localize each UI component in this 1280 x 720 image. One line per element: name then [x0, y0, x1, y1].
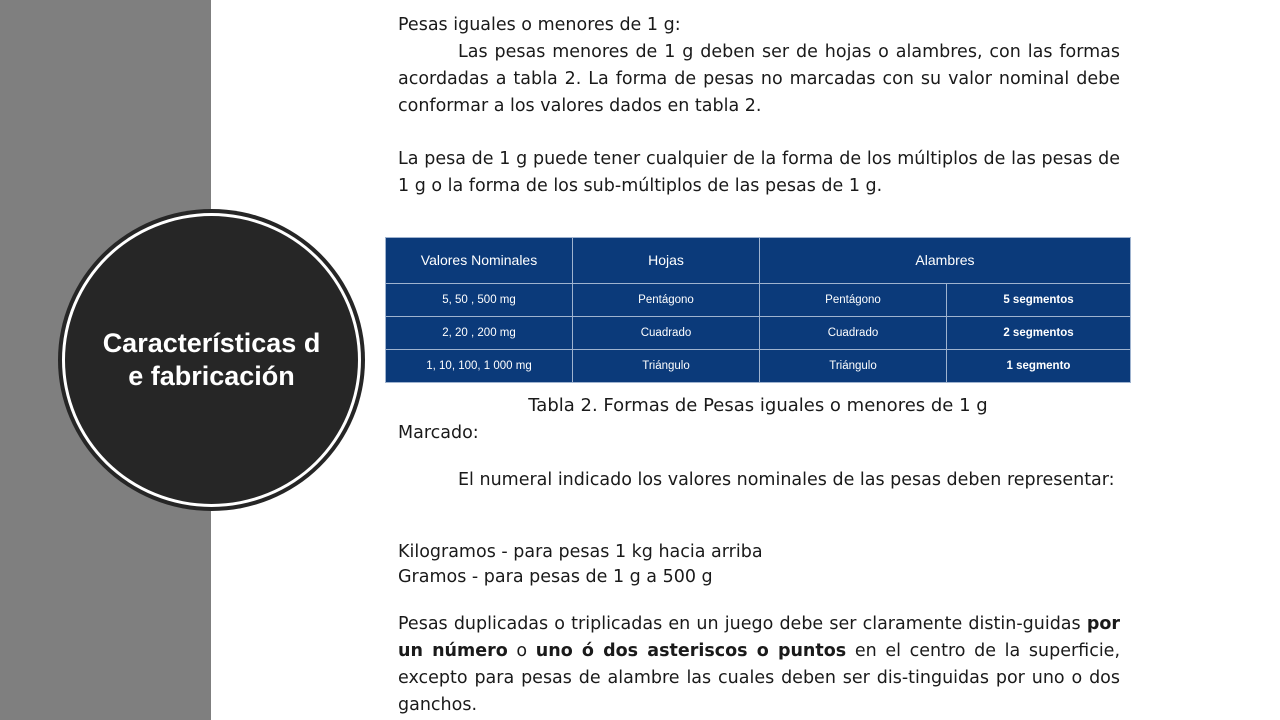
- title-circle: [58, 209, 365, 511]
- table-cell: 5, 50 , 500 mg: [386, 284, 573, 317]
- duplicates-bold-asterisks: uno ó dos asteriscos o puntos: [535, 641, 847, 661]
- table-cell: Pentágono: [760, 284, 947, 317]
- table-cell: 1 segmento: [947, 350, 1131, 383]
- table-cell: 5 segmentos: [947, 284, 1131, 317]
- duplicates-bold-number: por un número: [398, 614, 1120, 661]
- weights-table: [385, 237, 1131, 383]
- table-cell: Cuadrado: [573, 317, 760, 350]
- paragraph-duplicates: [398, 611, 1120, 719]
- weights-table-container: [385, 237, 1131, 382]
- table-caption: Tabla 2. Formas de Pesas iguales o menores de 1 g: [528, 395, 988, 416]
- table-cell: Triángulo: [760, 350, 947, 383]
- table-header-cell: Valores Nominales: [386, 238, 573, 284]
- table-cell: 1, 10, 100, 1 000 mg: [386, 350, 573, 383]
- duplicates-text: Pesas duplicadas o triplicadas en un juego debe ser claramente distin-guidas: [398, 614, 1087, 634]
- line-grams: Gramos - para pesas de 1 g a 500 g: [398, 567, 713, 587]
- slide-title: Características de fabricación: [102, 328, 321, 391]
- heading-small-weights: Pesas iguales o menores de 1 g:: [398, 15, 681, 35]
- table-cell: Cuadrado: [760, 317, 947, 350]
- table-cell: 2 segmentos: [947, 317, 1131, 350]
- table-row: [386, 284, 1131, 317]
- heading-marking: Marcado:: [398, 423, 479, 443]
- paragraph-one-gram: La pesa de 1 g puede tener cualquier de la forma de los múltiplos de las pesas de 1 g o la forma de los sub-múltiplos de las pesas de 1 g.: [398, 149, 1120, 196]
- table-cell: 2, 20 , 200 mg: [386, 317, 573, 350]
- table-cell: Triángulo: [573, 350, 760, 383]
- table-row: [386, 317, 1131, 350]
- table-header-cell: Hojas: [573, 238, 760, 284]
- table-header-cell: Alambres: [760, 238, 1131, 284]
- line-kilograms: Kilogramos - para pesas 1 kg hacia arriba: [398, 542, 763, 562]
- duplicates-text: o: [507, 641, 536, 661]
- document-image: [385, 0, 1141, 720]
- table-row: [386, 350, 1131, 383]
- paragraph-small-weights: Las pesas menores de 1 g deben ser de hojas o alambres, con las formas acordadas a tabla 2. La forma de pesas no marcadas con su valor nominal debe conformar a los valores dados en tabla 2.: [398, 42, 1120, 116]
- table-header-row: [386, 238, 1131, 284]
- duplicates-text: en el centro de la superficie, excepto para pesas de alambre las cuales deben ser dis-tinguidas por uno o dos ganchos.: [398, 641, 1121, 715]
- paragraph-marking: El numeral indicado los valores nominales de las pesas deben representar:: [458, 470, 1115, 490]
- table-cell: Pentágono: [573, 284, 760, 317]
